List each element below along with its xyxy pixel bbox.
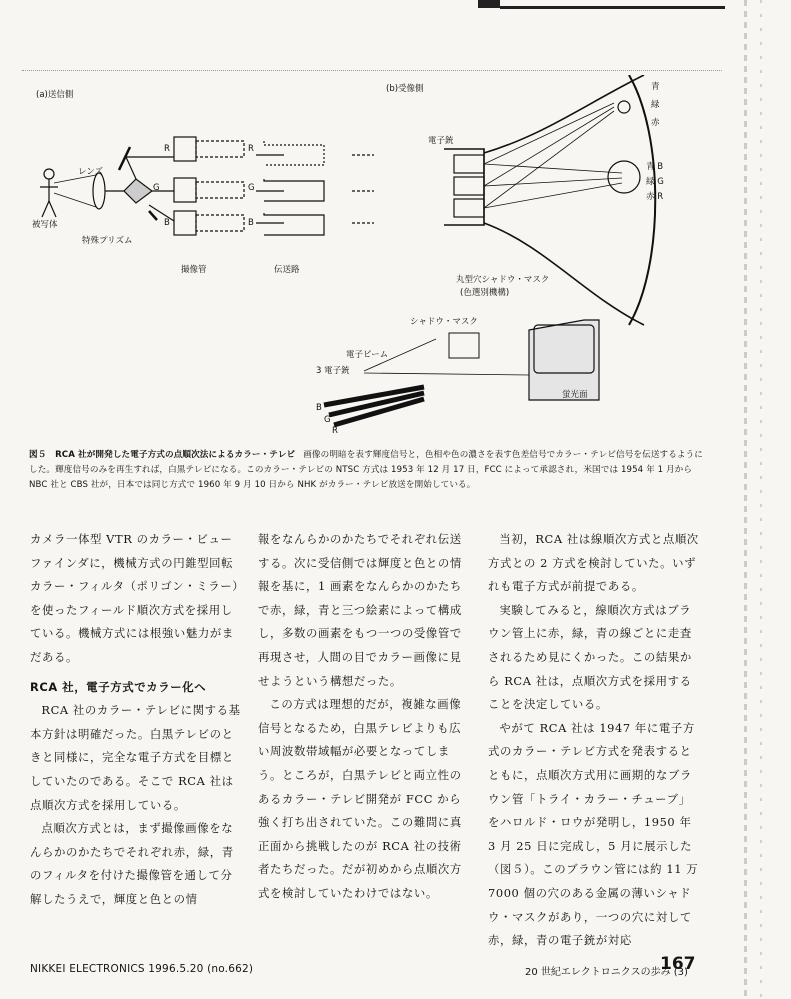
- transmission-label: 伝送路: [274, 265, 300, 275]
- ch-b-2: B: [248, 218, 254, 228]
- caption-label: 図５ RCA 社が開発した電子方式の点順次法によるカラー・テレビ: [29, 450, 296, 460]
- prism-shape: [124, 179, 152, 203]
- red-r-label: 赤 R: [646, 192, 664, 202]
- camera-tube-b: [174, 211, 196, 235]
- subject-label: 被写体: [32, 220, 58, 230]
- gun-g-label: G: [324, 415, 331, 425]
- paragraph: カメラ一体型 VTR のカラー・ビューファインダに，機械方式の円錐型回転カラー・フィルタ（ポリゴン・ミラー）を使ったフィールド順次方式を採用している。機械方式には根強い魅力がまだある。: [30, 532, 239, 664]
- paragraph: この方式は理想的だが，複雑な画像信号となるため，白黒テレビよりも広い周波数帯域幅が必要となってしまう。ところが，白黒テレビと両立性のあるカラー・テレビ開発が FCC から強く打ち出されていた。この難問に真正面から挑戦したのが RCA 社の技術者たちだった。だが初めから点順次方式を検討していたわけではない。: [258, 697, 462, 900]
- gun-b-label: B: [316, 403, 322, 413]
- pixel-detail-circle: [608, 161, 640, 193]
- gun-2: [454, 177, 484, 195]
- color-select-label: (色選別機構): [460, 288, 510, 298]
- green-label: 緑: [651, 100, 660, 110]
- column-3: [488, 528, 702, 953]
- gun-1: [454, 155, 484, 173]
- paragraph: 実験してみると，線順次方式はブラウン管上に赤，緑，青の線ごとに走査されるため見にくかった。この結果から RCA 社は，点順次方式を採用することを決定している。: [488, 602, 692, 712]
- figure-border: [22, 70, 722, 71]
- paragraph: 当初，RCA 社は線順次方式と点順次方式との 2 方式を検討していた。いずれも電子方式が前提である。: [488, 532, 699, 594]
- camera-tube-g: [174, 178, 196, 202]
- column-2: [258, 528, 472, 906]
- lens-shape: [93, 173, 105, 209]
- panel-a-label: (a)送信側: [36, 90, 74, 100]
- crt-top: [484, 75, 644, 153]
- camera-tube-label: 撮像管: [181, 265, 207, 275]
- green-g-label: 緑 G: [646, 177, 664, 187]
- ch-r-1: R: [164, 144, 170, 154]
- subject-figure: [44, 169, 54, 179]
- blue-label: 青: [651, 82, 660, 92]
- header-rule: [500, 6, 725, 9]
- figure-diagram: [24, 75, 724, 445]
- ch-b-1: B: [164, 218, 170, 228]
- page-number: 167: [660, 954, 696, 974]
- three-guns-label: 3 電子銃: [316, 366, 350, 376]
- paragraph: やがて RCA 社は 1947 年に電子方式のカラー・テレビ方式を発表するとともに，点順次方式用に画期的なブラウン管「トライ・カラー・チューブ」をハロルド・ロウが発明し，1950 年 3 月 25 日に完成し，5 月に展示した（図５）。このブラウン管には約 11 万 7000 個の穴のある金属の薄いシャドウ・マスクがあり，一つの穴に対して赤，緑，青の電子銃が対応: [488, 720, 699, 948]
- header-mark: [478, 0, 500, 8]
- prism-label: 特殊プリズム: [82, 236, 133, 246]
- blue-b-label: 青 B: [646, 162, 664, 172]
- paragraph: RCA 社のカラー・テレビに関する基本方針は明確だった。白黒テレビのときと同様に，完全な電子方式を目標としていたのである。そこで RCA 社は点順次方式を採用している。: [30, 703, 241, 812]
- figure-caption: [29, 448, 709, 493]
- paragraph: 点順次方式とは，まず撮像画像をなんらかのかたちでそれぞれ赤，緑，青のフィルタを付けた撮像管を通して分解したうえで，輝度と色との情: [30, 821, 234, 906]
- gun-r-label: R: [332, 426, 338, 436]
- electron-beam-label: 電子ビーム: [346, 350, 389, 360]
- series-footer: 20 世紀エレクトロニクスの歩み (3): [525, 967, 688, 978]
- shadow-mask-label: シャドウ・マスク: [410, 317, 478, 327]
- crt-bottom: [484, 223, 644, 325]
- gun-3: [454, 199, 484, 217]
- ch-g-1: G: [153, 183, 160, 193]
- phosphor-label: 蛍光面: [562, 390, 588, 400]
- journal-footer: NIKKEI ELECTRONICS 1996.5.20 (no.662): [30, 963, 254, 975]
- lens-label: レンズ: [78, 167, 104, 177]
- ch-g-2: G: [248, 183, 255, 193]
- red-label: 赤: [651, 118, 660, 128]
- scan-edge-2: [760, 0, 762, 999]
- paragraph: 報をなんらかのかたちでそれぞれ伝送する。次に受信側では輝度と色との情報を基に，1 画素をなんらかのかたちで赤，緑，青と三つ絵素によって構成し，多数の画素をもつ一つの受像管で再現させ，人間の目でカラー画像に見せようという構想だった。: [258, 532, 462, 688]
- section-heading: RCA 社，電子方式でカラー化へ: [30, 679, 207, 694]
- camera-tube-r: [174, 137, 196, 161]
- column-1: [30, 528, 242, 912]
- electron-gun-label: 電子銃: [428, 136, 454, 146]
- ch-r-2: R: [248, 144, 254, 154]
- panel-b-label: (b)受像側: [386, 84, 424, 94]
- scan-edge: [744, 0, 747, 999]
- caption-text: 画像の明暗を表す輝度信号と，色相や色の濃さを表す色差信号でカラー・テレビ信号を伝送するようにした。輝度信号のみを再生すれば，白黒テレビになる。このカラー・テレビの NTSC 方式は 1953 年 12 月 17 日，FCC によって承認され，米国では 1954 年 1 月から NBC 社と CBS 社が，日本では同じ方式で 1960 年 9 月 10 日から NHK がカラー・テレビ放送を開始している。: [29, 450, 703, 490]
- shadow-mask-round-label: 丸型穴シャドウ・マスク: [456, 275, 550, 285]
